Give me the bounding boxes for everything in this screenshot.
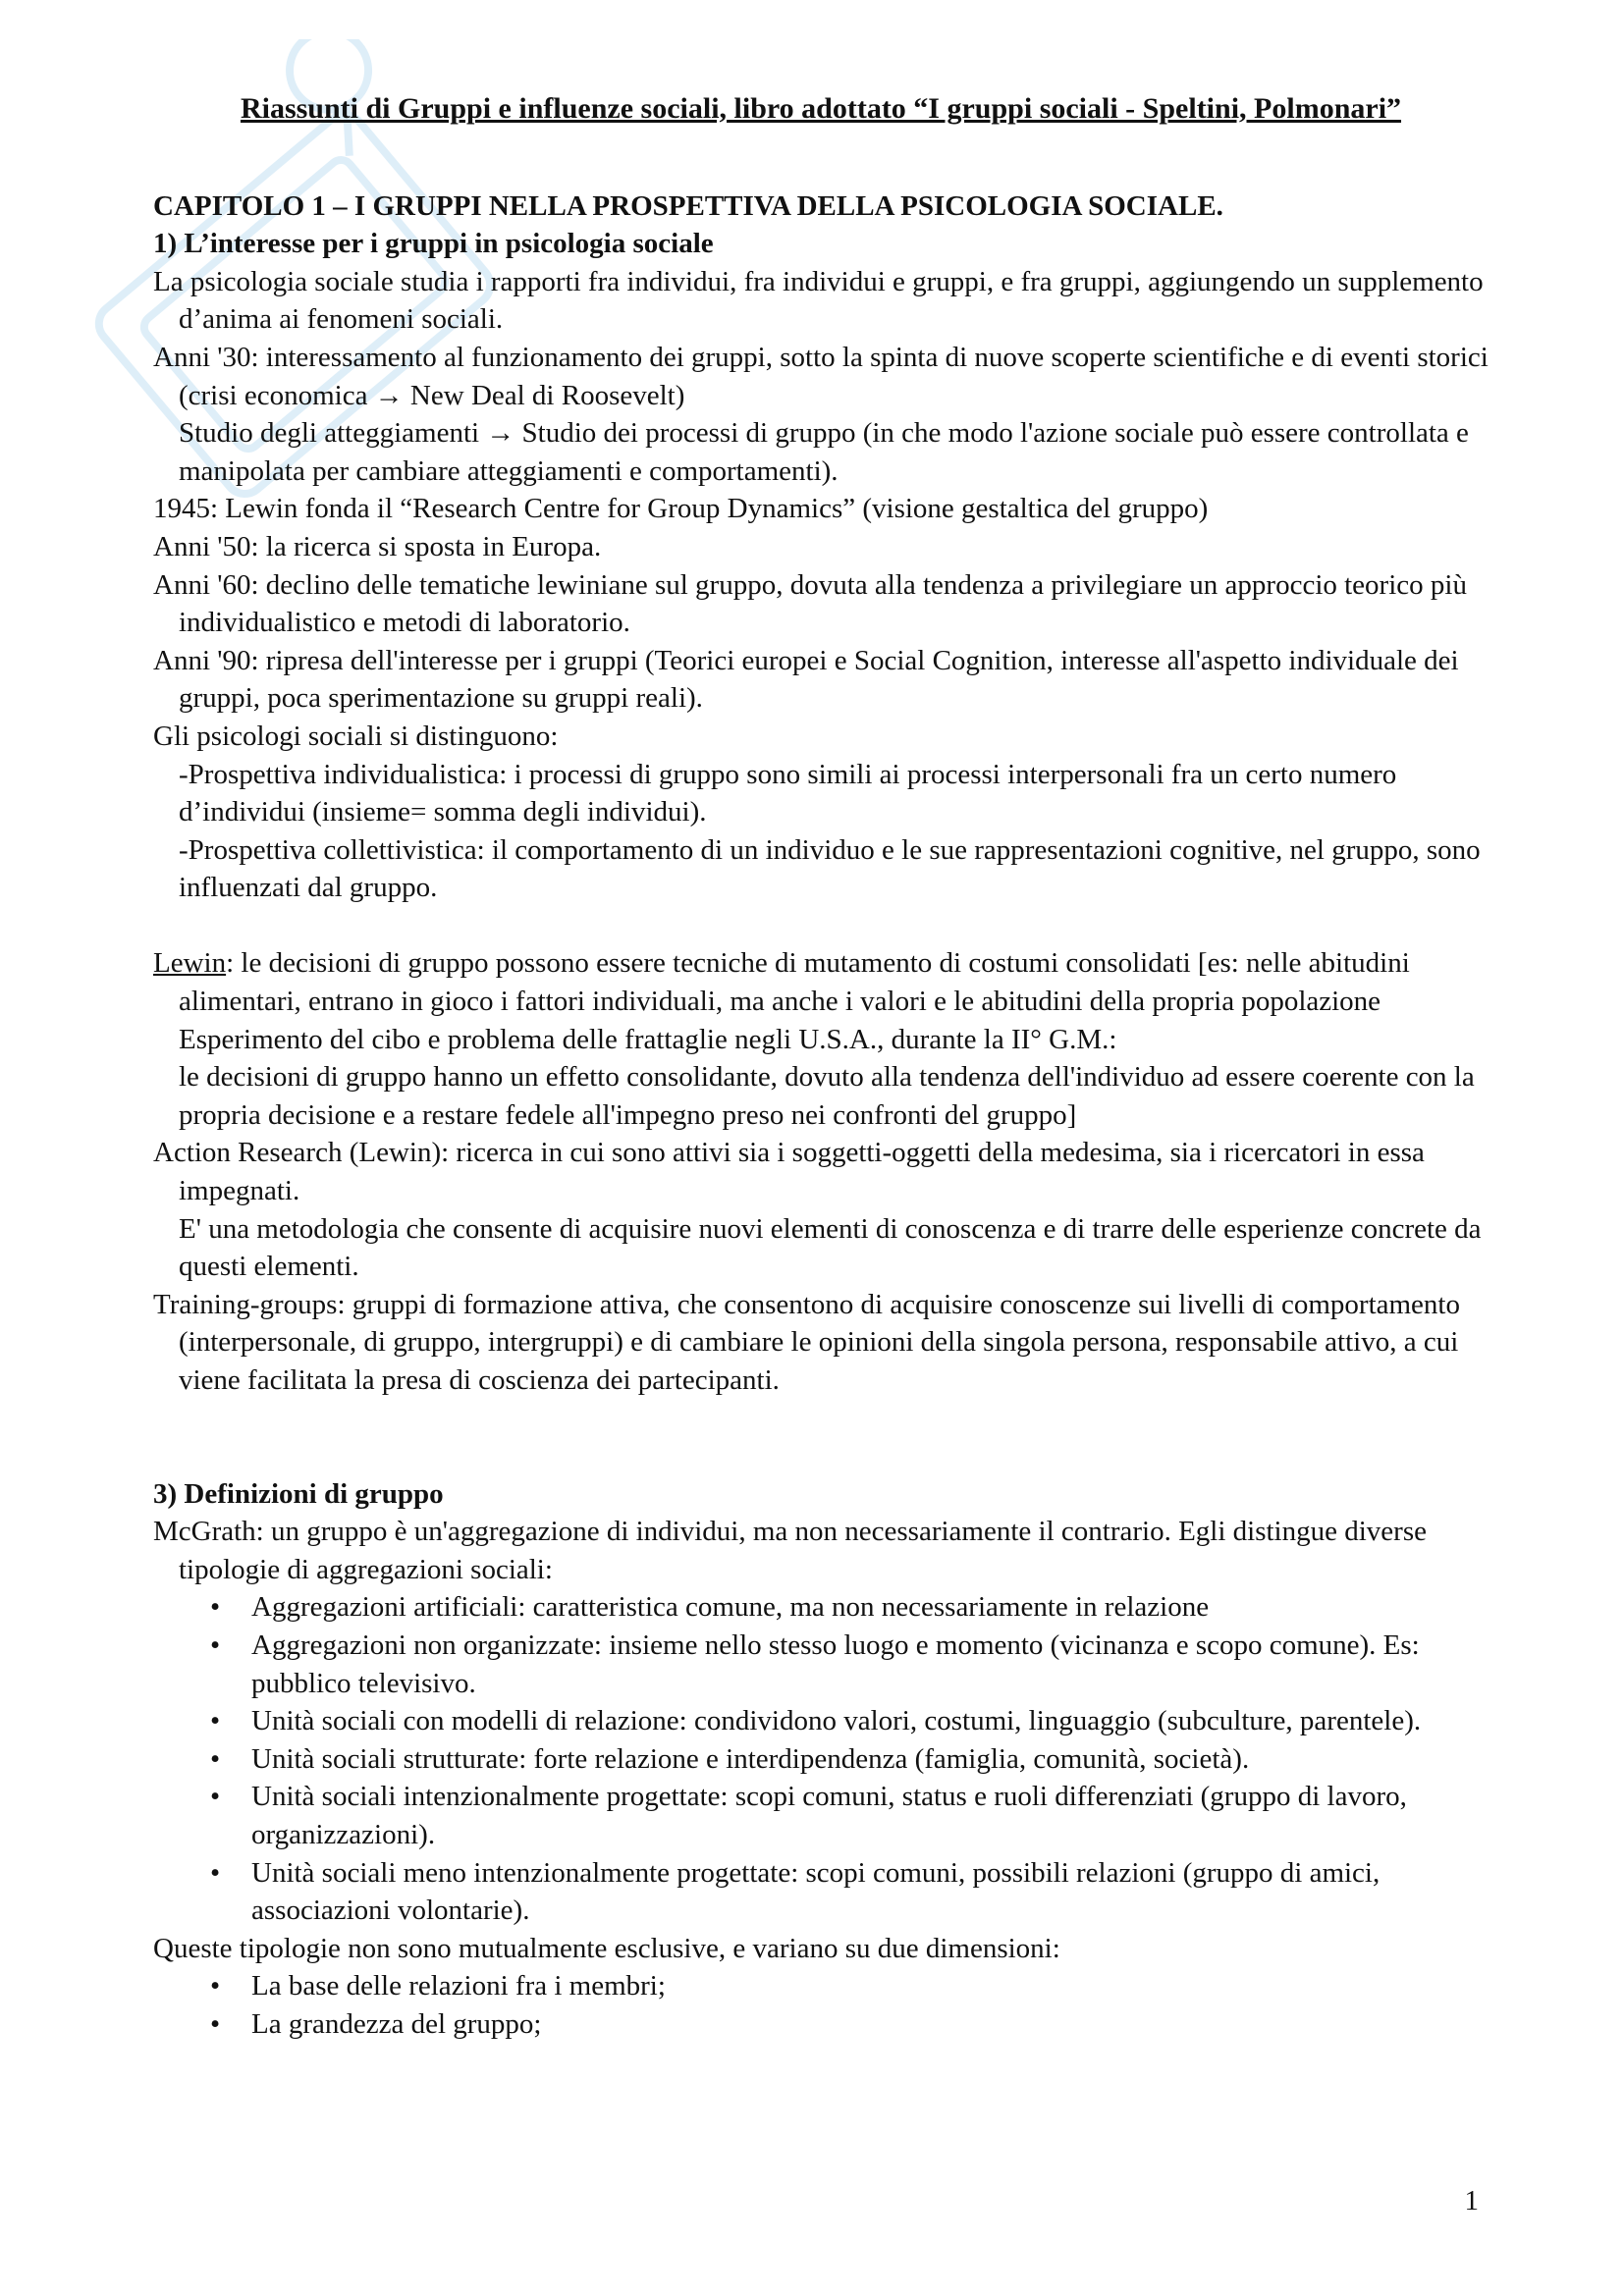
list-item: • La grandezza del gruppo; [210, 2005, 1489, 2044]
section-1-title: 1) L’interesse per i gruppi in psicologia sociale [153, 228, 714, 260]
paragraph: 1945: Lewin fonda il “Research Centre for Group Dynamics” (visione gestaltica del gruppo) [153, 493, 1209, 525]
paragraph: Action Research (Lewin): ricerca in cui sono attivi sia i soggetti-oggetti della medesima, sia i ricercatori in essa impegnati. [153, 1137, 1425, 1207]
lewin-label: Lewin [153, 947, 227, 980]
paragraph: La psicologia sociale studia i rapporti fra individui, fra individui e gruppi, e fra gruppi, aggiungendo un supplemento d’anima ai fenomeni sociali. [153, 265, 1484, 336]
paragraph: Anni '50: la ricerca si sposta in Europa. [153, 530, 602, 562]
paragraph: E' una metodologia che consente di acquisire nuovi elementi di conoscenza e di trarre delle esperienze concrete da questi elementi. [179, 1212, 1482, 1283]
paragraph: Anni '30: interessamento al funzionamento dei gruppi, sotto la spinta di nuove scoperte scientifiche e di eventi storici (crisi economica → New Deal di Roosevelt) [153, 341, 1489, 411]
paragraph: Anni '90: ripresa dell'interesse per i gruppi (Teorici europei e Social Cognition, interesse all'aspetto individuale dei gruppi, poca sperimentazione su gruppi reali). [153, 644, 1459, 715]
paragraph: le decisioni di gruppo hanno un effetto consolidante, dovuto alla tendenza dell'individuo ad essere coerente con la propria decisione e a restare fedele all'impegno preso nei confronti del gruppo] [179, 1061, 1475, 1131]
list-item: • Unità sociali con modelli di relazione: condividono valori, costumi, linguaggio (subculture, parentele). [210, 1702, 1489, 1740]
list-item: • Unità sociali strutturate: forte relazione e interdipendenza (famiglia, comunità, società). [210, 1740, 1489, 1779]
paragraph: Training-groups: gruppi di formazione attiva, che consentono di acquisire conoscenze sui livelli di comportamento (interpersonale, di gruppo, intergruppi) e di cambiare le opinioni della singola persona, responsabile attivo, a cui viene facilitata la presa di coscienza dei partecipanti. [153, 1288, 1460, 1396]
bullet-list [153, 1588, 1489, 1929]
paragraph-lewin [153, 944, 1489, 1020]
list-item: • Unità sociali meno intenzionalmente progettate: scopi comuni, possibili relazioni (gruppo di amici, associazioni volontarie). [210, 1854, 1489, 1930]
document-header: Riassunti di Gruppi e influenze sociali, libro adottato “I gruppi sociali - Speltini, Polmonari” [240, 92, 1402, 125]
paragraph: Esperimento del cibo e problema delle frattaglie negli U.S.A., durante la II° G.M.: [179, 1023, 1117, 1055]
paragraph: McGrath: un gruppo è un'aggregazione di individui, ma non necessariamente il contrario. Egli distingue diverse tipologie di aggregazioni sociali: [153, 1516, 1427, 1585]
chapter-title: CAPITOLO 1 – I GRUPPI NELLA PROSPETTIVA DELLA PSICOLOGIA SOCIALE. [153, 189, 1223, 222]
list-item: • La base delle relazioni fra i membri; [210, 1967, 1489, 2005]
paragraph: -Prospettiva individualistica: i processi di gruppo sono simili ai processi interpersonali fra un certo numero d’individui (insieme= somma degli individui). [179, 758, 1397, 828]
paragraph: -Prospettiva collettivistica: il comportamento di un individuo e le sue rappresentazioni cognitive, nel gruppo, sono influenzati dal gruppo. [179, 833, 1481, 904]
page-number: 1 [1464, 2185, 1479, 2216]
list-item: • Unità sociali intenzionalmente progettate: scopi comuni, status e ruoli differenziati (gruppo di lavoro, organizzazioni). [210, 1778, 1489, 1853]
list-item: • Aggregazioni artificiali: caratteristica comune, ma non necessariamente in relazione [210, 1588, 1489, 1627]
paragraph: Queste tipologie non sono mutualmente esclusive, e variano su due dimensioni: [153, 1932, 1060, 1964]
document-page [153, 90, 1489, 2044]
section-3-title: 3) Definizioni di gruppo [153, 1477, 444, 1510]
paragraph: Anni '60: declino delle tematiche lewiniane sul gruppo, dovuta alla tendenza a privilegiare un approccio teorico più individualistico e metodi di laboratorio. [153, 568, 1467, 639]
paragraph: Gli psicologi sociali si distinguono: [153, 720, 559, 752]
list-item: • Aggregazioni non organizzate: insieme nello stesso luogo e momento (vicinanza e scopo comune). Es: pubblico televisivo. [210, 1627, 1489, 1702]
lewin-text: : le decisioni di gruppo possono essere tecniche di mutamento di costumi consolidati [es: nelle abitudini alimentari, entrano in gioco i fattori individuali, ma anche i valori e le abitudini della propria popolazione [179, 947, 1410, 1018]
bullet-list [153, 1967, 1489, 2043]
paragraph: Studio degli atteggiamenti → Studio dei processi di gruppo (in che modo l'azione sociale può essere controllata e manipolata per cambiare atteggiamenti e comportamenti). [179, 417, 1469, 487]
